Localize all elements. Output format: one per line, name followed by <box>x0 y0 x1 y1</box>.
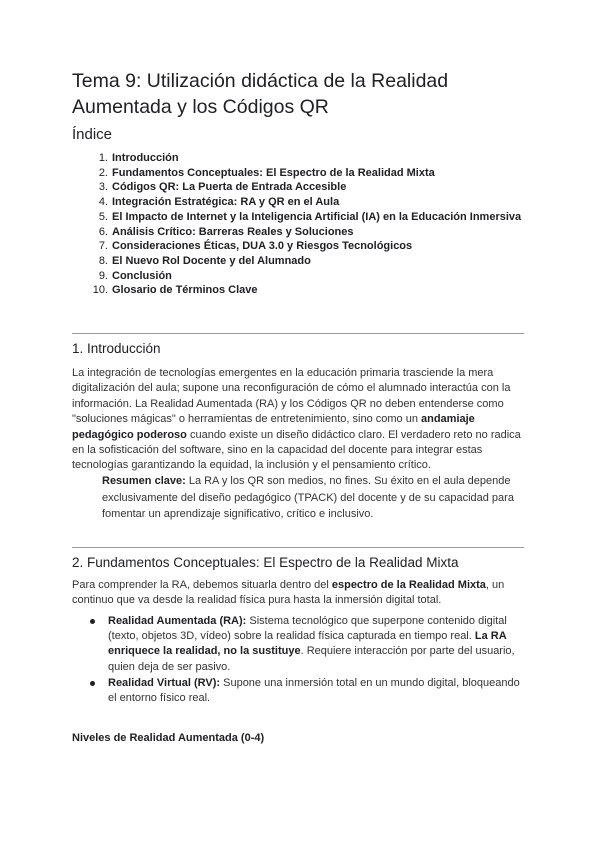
toc-item[interactable]: 6. Análisis Crítico: Barreras Reales y Soluciones <box>98 225 354 238</box>
toc-item-label: Conclusión <box>112 269 172 282</box>
key-summary: Resumen clave: La RA y los QR son medios, no fines. Su éxito en el aula depende exclusivamente del diseño pedagógico (TPACK) del docente y de su capacidad para fomentar un aprendizaje significativo, crítico e inclusivo. <box>102 475 514 520</box>
emphasis: espectro de la Realidad Mixta <box>331 579 486 591</box>
toc-item[interactable]: 1. Introducción <box>98 152 179 164</box>
list-item: Realidad Aumentada (RA): Sistema tecnológico que superpone contenido digital (texto, objetos 3D, vídeo) sobre la realidad física capturada en tiempo real. La RA enriquece la realidad, no la sustituye. Requiere interacción por parte del usuario, quien deja de ser pasivo. <box>88 614 524 675</box>
bullet-icon <box>90 619 95 624</box>
toc-item-label: El Nuevo Rol Docente y del Alumnado <box>112 254 311 267</box>
toc-item[interactable]: 9. Conclusión <box>98 269 172 282</box>
toc-item[interactable]: 3. Códigos QR: La Puerta de Entrada Accesible <box>98 181 347 194</box>
section-2-intro: Para comprender la RA, debemos situarla dentro del espectro de la Realidad Mixta, un continuo que va desde la realidad física pura hasta la inmersión digital total. <box>72 579 505 607</box>
toc-item-label: Códigos QR: La Puerta de Entrada Accesible <box>112 181 347 194</box>
toc-item[interactable]: 8. El Nuevo Rol Docente y del Alumnado <box>98 254 311 267</box>
subsection-heading: Niveles de Realidad Aumentada (0-4) <box>72 732 265 744</box>
toc-item[interactable]: 2. Fundamentos Conceptuales: El Espectro de la Realidad Mixta <box>98 166 435 179</box>
term-label: Realidad Aumentada (RA): <box>108 615 247 627</box>
emphasis: andamiaje pedagógico poderoso <box>72 413 475 441</box>
section-2-heading: 2. Fundamentos Conceptuales: El Espectro de la Realidad Mixta <box>72 555 459 570</box>
bullet-icon <box>90 681 95 686</box>
toc-item-label: Integración Estratégica: RA y QR en el Aula <box>112 196 340 209</box>
table-of-contents <box>88 151 521 298</box>
toc-item-label: Consideraciones Éticas, DUA 3.0 y Riesgos Tecnológicos <box>112 240 413 253</box>
toc-item-label: Fundamentos Conceptuales: El Espectro de la Realidad Mixta <box>112 166 435 179</box>
toc-item[interactable]: 7. Consideraciones Éticas, DUA 3.0 y Riesgos Tecnológicos <box>98 240 413 253</box>
toc-heading: Índice <box>72 126 113 143</box>
summary-label: Resumen clave: <box>102 475 186 487</box>
section-1-heading: 1. Introducción <box>72 341 161 356</box>
list-item: Realidad Virtual (RV): Supone una inmersión total en un mundo digital, bloqueando el entorno físico real. <box>88 676 524 706</box>
document-title: Tema 9: Utilización didáctica de la Realidad Aumentada y los Códigos QR <box>72 70 449 118</box>
concept-list <box>88 614 524 707</box>
toc-item-label: Glosario de Términos Clave <box>112 284 258 297</box>
toc-item-label: Análisis Crítico: Barreras Reales y Soluciones <box>112 225 354 238</box>
emphasis: La RA enriquece la realidad, no la sustituye <box>108 630 507 658</box>
toc-item[interactable]: 4. Integración Estratégica: RA y QR en el Aula <box>98 196 340 209</box>
term-label: Realidad Virtual (RV): <box>108 676 221 689</box>
toc-item-label: El Impacto de Internet y la Inteligencia Artificial (IA) en la Educación Inmersiva <box>112 210 522 223</box>
toc-item[interactable]: 10. Glosario de Términos Clave <box>92 284 258 297</box>
toc-item-label: Introducción <box>112 152 179 164</box>
section-1-paragraph: La integración de tecnologías emergentes en la educación primaria trasciende la mera digitalización del aula; supone una reconfiguración de cómo el alumnado interactúa con la información. La Realidad Aumentada (RA) y los Códigos QR no deben entenderse como "soluciones mágicas" o herramientas de entretenimiento, sino como un andamiaje pedagógico poderoso cuando existe un diseño didáctico claro. El verdadero reto no radica en la sofisticación del software, sino en la capacidad del docente para integrar estas tecnologías garantizando la equidad, la inclusión y el pensamiento crítico. <box>72 367 521 472</box>
section-divider <box>72 547 524 548</box>
section-divider <box>72 333 524 334</box>
toc-item[interactable]: 5. El Impacto de Internet y la Inteligencia Artificial (IA) en la Educación Inmersiva <box>98 210 522 223</box>
